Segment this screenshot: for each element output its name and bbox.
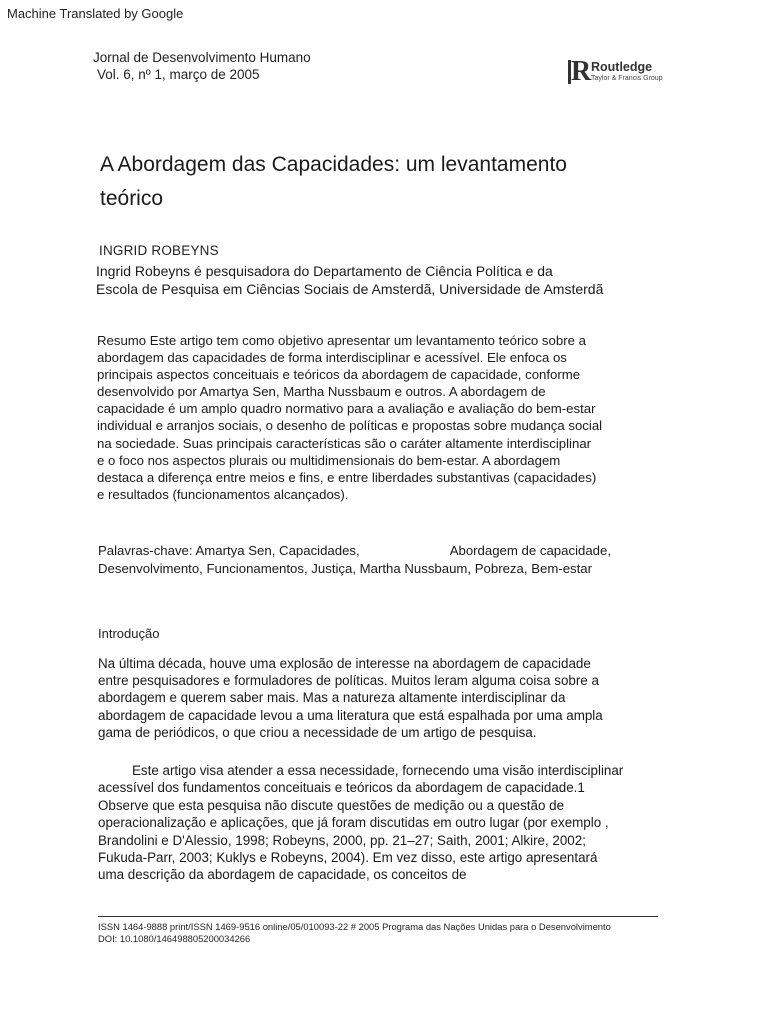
routledge-r-logo-icon: R (568, 58, 586, 86)
paragraph-line: Este artigo visa atender a essa necessidade, fornecendo uma visão interdisciplinar (132, 763, 624, 778)
section-heading-introduction: Introdução (98, 626, 160, 641)
paragraph-line: Fukuda-Parr, 2003; Kuklys e Robeyns, 2004). Em vez disso, este artigo apresentará (98, 850, 598, 866)
footer-doi: DOI: 10.1080/146498805200034266 (98, 933, 251, 944)
abstract-line: e o foco nos aspectos plurais ou multidimensionais do bem-estar. A abordagem (97, 452, 561, 468)
publisher-name: Routledge (591, 60, 653, 74)
abstract-line: principais aspectos conceituais e teóricos da abordagem de capacidade, conforme (97, 367, 581, 383)
footer-issn: ISSN 1464-9888 print/ISSN 1469-9516 online/05/010093-22 # 2005 Programa das Nações Unidas para o Desenvolvimento (98, 921, 611, 932)
paragraph-2 (98, 762, 708, 884)
abstract-line: abordagem das capacidades de forma interdisciplinar e acessível. Ele enfoca os (97, 350, 567, 366)
paragraph-line: Brandolini e D'Alessio, 1998; Robeyns, 2000, pp. 21–27; Saith, 2001; Alkire, 2002; (98, 832, 586, 848)
paragraph-line: Na última década, houve uma explosão de interesse na abordagem de capacidade (98, 656, 591, 671)
keywords-line-right: Abordagem de capacidade, (449, 543, 611, 558)
article-title (100, 148, 660, 216)
title-line: A Abordagem das Capacidades: um levantamento (100, 153, 567, 176)
author-name: INGRID ROBEYNS (99, 243, 219, 258)
page-footer (98, 921, 611, 945)
paragraph-line: abordagem de capacidade levou a uma literatura que está espalhada por uma ampla (98, 707, 603, 723)
paragraph-line: abordagem e querem saber mais. Mas a natureza altamente interdisciplinar da (98, 690, 566, 706)
abstract-line: e resultados (funcionamentos alcançados). (97, 486, 349, 502)
keywords (98, 542, 718, 578)
affiliation-line: Escola de Pesquisa em Ciências Sociais de Amsterdã, Universidade de Amsterdã (96, 281, 604, 297)
affiliation-line: Ingrid Robeyns é pesquisadora do Departamento de Ciência Política e da (96, 263, 553, 279)
journal-volume: Vol. 6, nº 1, março de 2005 (97, 67, 260, 82)
keywords-line: Desenvolvimento, Funcionamentos, Justiça, Martha Nussbaum, Pobreza, Bem-estar (98, 561, 593, 576)
author-affiliation (96, 262, 716, 298)
paragraph-line: entre pesquisadores e formuladores de políticas. Muitos leram alguma coisa sobre a (98, 673, 599, 689)
keywords-line-left: Palavras-chave: Amartya Sen, Capacidades, (98, 543, 360, 558)
abstract-line: capacidade é um amplo quadro normativo para a avaliação e avaliação do bem-estar (97, 401, 596, 417)
journal-header (93, 49, 311, 83)
paragraph-line: operacionalização e aplicações, que já foram discutidas em outro lugar (por exemplo , (98, 815, 609, 831)
abstract (97, 332, 697, 503)
publisher-logo (568, 58, 663, 86)
abstract-line: na sociedade. Suas principais características são o caráter altamente interdisciplinar (97, 435, 592, 451)
abstract-line: destaca a diferença entre meios e fins, e entre liberdades substantivas (capacidades) (97, 469, 597, 485)
abstract-line: Resumo Este artigo tem como objetivo apresentar um levantamento teórico sobre a (97, 333, 586, 348)
paragraph-line: uma descrição da abordagem de capacidade, os conceitos de (98, 867, 467, 883)
title-line: teórico (100, 187, 164, 210)
paragraph-line: acessível dos fundamentos conceituais e teóricos da abordagem de capacidade.1 (98, 780, 585, 796)
machine-translation-banner: Machine Translated by Google (7, 6, 184, 21)
footer-divider (98, 916, 658, 917)
publisher-group: Taylor & Francis Group (591, 75, 663, 82)
journal-name: Jornal de Desenvolvimento Humano (93, 50, 311, 65)
paragraph-line: gama de periódicos, o que criou a necessidade de um artigo de pesquisa. (98, 724, 537, 740)
paragraph-1 (98, 655, 698, 741)
paragraph-line: Observe que esta pesquisa não discute questões de medição ou a questão de (98, 797, 565, 813)
abstract-line: individual e arranjos sociais, o desenho de políticas e propostas sobre mudança social (97, 418, 603, 434)
abstract-line: desenvolvido por Amartya Sen, Martha Nussbaum e outros. A abordagem de (97, 384, 546, 400)
